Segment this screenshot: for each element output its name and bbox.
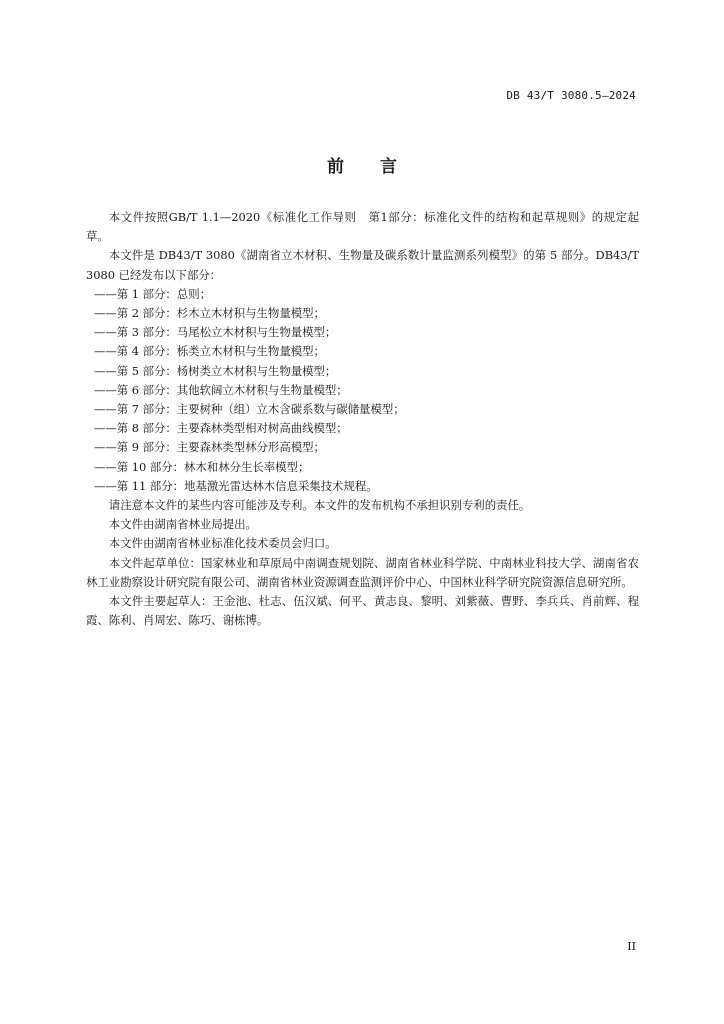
paragraph-drafting-units: 本文件起草单位：国家林业和草原局中南调查规划院、湖南省林业科学院、中南林业科技大学、湖南省农林工业勘察设计研究院有限公司、湖南省林业资源调查监测评价中心、中国林业科学研究院资源信息研究所。 [86, 555, 639, 589]
list-item: ——第 3 部分：马尾松立木材积与生物量模型； [93, 325, 337, 340]
page-number: II [627, 940, 636, 953]
foreword-content [86, 208, 639, 630]
list-item: ——第 11 部分：地基激光雷达林木信息采集技术规程。 [93, 478, 378, 493]
page-title: 前言 [327, 157, 433, 177]
paragraph-series-intro: 本文件是 DB43/T 3080《湖南省立木材积、生物量及碳系数计量监测系列模型》的第 5 部分。DB43/T 3080 已经发布以下部分： [86, 248, 639, 282]
paragraph-drafting-rules: 本文件按照GB/T 1.1—2020《标准化工作导则 第1部分：标准化文件的结构和起草规则》的规定起草。 [86, 210, 639, 244]
list-item: ——第 4 部分：栎类立木材积与生物量模型； [93, 344, 325, 359]
paragraph-committee: 本文件由湖南省林业标准化技术委员会归口。 [108, 536, 337, 551]
list-item: ——第 9 部分：主要森林类型林分形高模型； [93, 440, 325, 455]
list-item: ——第 10 部分：林木和林分生长率模型； [93, 459, 310, 474]
list-item: ——第 7 部分：主要树种（组）立木含碳系数与碳储量模型； [93, 402, 405, 417]
list-item: ——第 1 部分：总则； [93, 286, 211, 301]
standard-code: DB 43/T 3080.5—2024 [506, 89, 636, 102]
list-item: ——第 8 部分：主要森林类型相对树高曲线模型； [93, 421, 348, 436]
list-item: ——第 6 部分：其他软阔立木材积与生物量模型； [93, 382, 348, 397]
paragraph-proposer: 本文件由湖南省林业局提出。 [108, 517, 257, 532]
paragraph-patent-notice: 请注意本文件的某些内容可能涉及专利。本文件的发布机构不承担识别专利的责任。 [108, 498, 531, 513]
paragraph-drafters: 本文件主要起草人：王金池、杜志、伍汉斌、何平、黄志良、黎明、刘紫薇、曹野、李兵兵、肖前辉、程霞、陈利、肖周宏、陈巧、谢栋博。 [86, 594, 639, 628]
list-item: ——第 2 部分：杉木立木材积与生物量模型； [93, 306, 325, 321]
list-item: ——第 5 部分：杨树类立木材积与生物量模型； [93, 363, 337, 378]
